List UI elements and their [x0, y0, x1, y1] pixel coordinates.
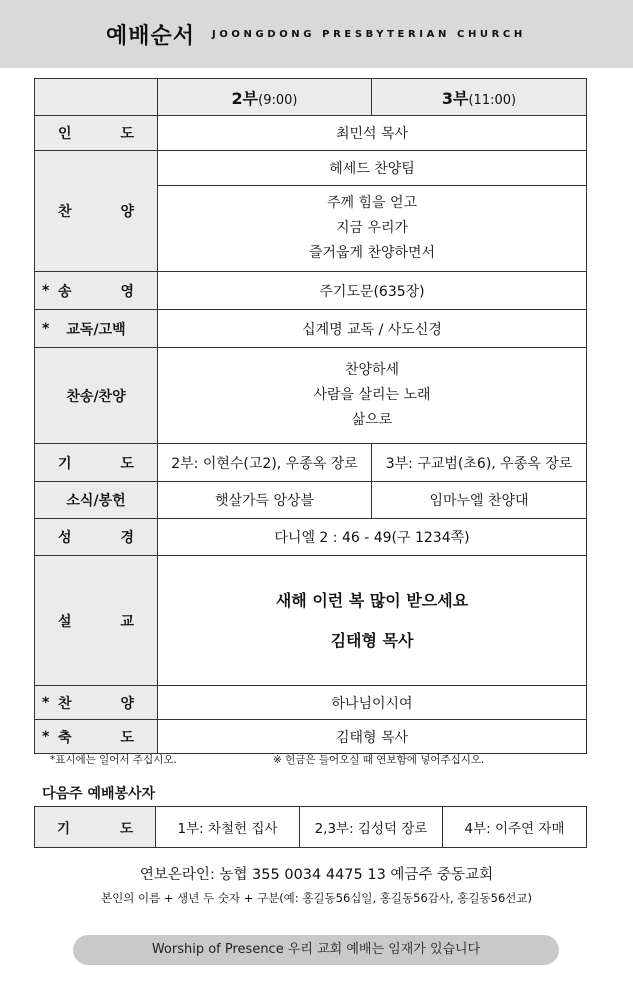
praise-song: 즐거웁게 찬양하면서	[308, 245, 436, 261]
row-hymn	[35, 348, 587, 444]
value-invocation: 최민석 목사	[158, 116, 587, 151]
online-offering-account: 연보온라인: 농협 355 0034 4475 13 예금주 중동교회	[139, 867, 494, 883]
service-3-time: (11:00)	[468, 92, 517, 108]
next-week-row	[35, 807, 587, 848]
value-benediction: 김태형 목사	[158, 720, 587, 754]
next-week-table	[34, 806, 587, 848]
service-3-name: 3부	[441, 88, 469, 108]
row-offering	[35, 482, 587, 519]
hymn-song: 사람을 살리는 노래	[313, 387, 431, 403]
value-sermon	[158, 556, 587, 686]
value-confession: 십계명 교독 / 사도신경	[158, 310, 587, 348]
row-invocation	[35, 116, 587, 151]
value-praise-team: 헤세드 찬양팀	[158, 151, 587, 186]
hymn-song: 찬양하세	[344, 362, 400, 378]
label-doxology: 송 영	[58, 283, 134, 300]
value-hymn	[158, 348, 587, 444]
row-benediction	[35, 720, 587, 754]
praise-song: 지금 우리가	[335, 220, 409, 236]
header-empty-cell	[35, 79, 158, 116]
next-week-title: 다음주 예배봉사자	[42, 786, 156, 802]
hymn-song: 삶으로	[351, 412, 393, 428]
service-2-header	[158, 79, 372, 116]
row-praise-team	[35, 151, 587, 186]
value-offering-2: 햇살가득 앙상블	[158, 482, 372, 519]
label-invocation: 인 도	[58, 126, 134, 142]
page-title: 예배순서	[106, 24, 196, 49]
value-scripture: 다니엘 2 : 46 - 49(구 1234쪽)	[158, 519, 587, 556]
label-scripture: 성 경	[58, 530, 134, 546]
church-name: JOONGDONG PRESBYTERIAN CHURCH	[212, 29, 526, 40]
service-3-header	[372, 79, 587, 116]
value-offering-3: 임마누엘 찬양대	[372, 482, 587, 519]
label-benediction: 축 도	[58, 729, 134, 746]
row-doxology	[35, 272, 587, 310]
online-offering-note: 본인의 이름 + 생년 두 숫자 + 구분(예: 홍길동56십일, 홍길동56감사, 홍길동56선교)	[101, 891, 532, 905]
row-prayer	[35, 444, 587, 482]
slogan-banner: Worship of Presence 우리 교회 예배는 임재가 있습니다	[73, 935, 559, 965]
stand-marker: *	[42, 282, 50, 299]
value-praise-songs	[158, 186, 587, 272]
stand-marker: *	[42, 320, 50, 337]
label-confession: 교독/고백	[66, 321, 126, 338]
label-praise: 찬 양	[58, 204, 134, 220]
row-confession	[35, 310, 587, 348]
row-closing-hymn	[35, 686, 587, 720]
value-closing-hymn: 하나님이시여	[158, 686, 587, 720]
note-stand: *표시에는 일어서 주십시오.	[50, 754, 177, 766]
service-2-name: 2부	[231, 88, 259, 108]
sermon-pastor: 김태형 목사	[330, 630, 414, 650]
value-prayer-3: 3부: 구교범(초6), 우종옥 장로	[372, 444, 587, 482]
label-closing-hymn: 찬 양	[58, 695, 134, 712]
stand-marker: *	[42, 728, 50, 745]
worship-order-table	[34, 78, 587, 754]
page-header	[0, 0, 633, 68]
stand-marker: *	[42, 694, 50, 711]
row-scripture	[35, 519, 587, 556]
service-2-time: (9:00)	[258, 92, 298, 108]
value-doxology: 주기도문(635장)	[158, 272, 587, 310]
praise-song: 주께 힘을 얻고	[326, 195, 418, 211]
label-sermon: 설 교	[58, 613, 134, 630]
label-prayer: 기 도	[58, 455, 134, 472]
next-prayer-1: 1부: 차철헌 집사	[156, 807, 300, 848]
label-next-prayer: 기 도	[57, 821, 133, 837]
next-prayer-4: 4부: 이주연 자매	[443, 807, 587, 848]
row-sermon	[35, 556, 587, 686]
next-prayer-23: 2,3부: 김성덕 장로	[300, 807, 443, 848]
label-hymn: 찬송/찬양	[66, 388, 126, 405]
value-prayer-2: 2부: 이현수(고2), 우종옥 장로	[158, 444, 372, 482]
note-offering: ※ 헌금은 들어오실 때 연보함에 넣어주십시오.	[273, 754, 485, 766]
label-offering: 소식/봉헌	[66, 493, 126, 509]
sermon-title: 새해 이런 복 많이 받으세요	[275, 590, 469, 610]
service-header-row	[35, 79, 587, 116]
